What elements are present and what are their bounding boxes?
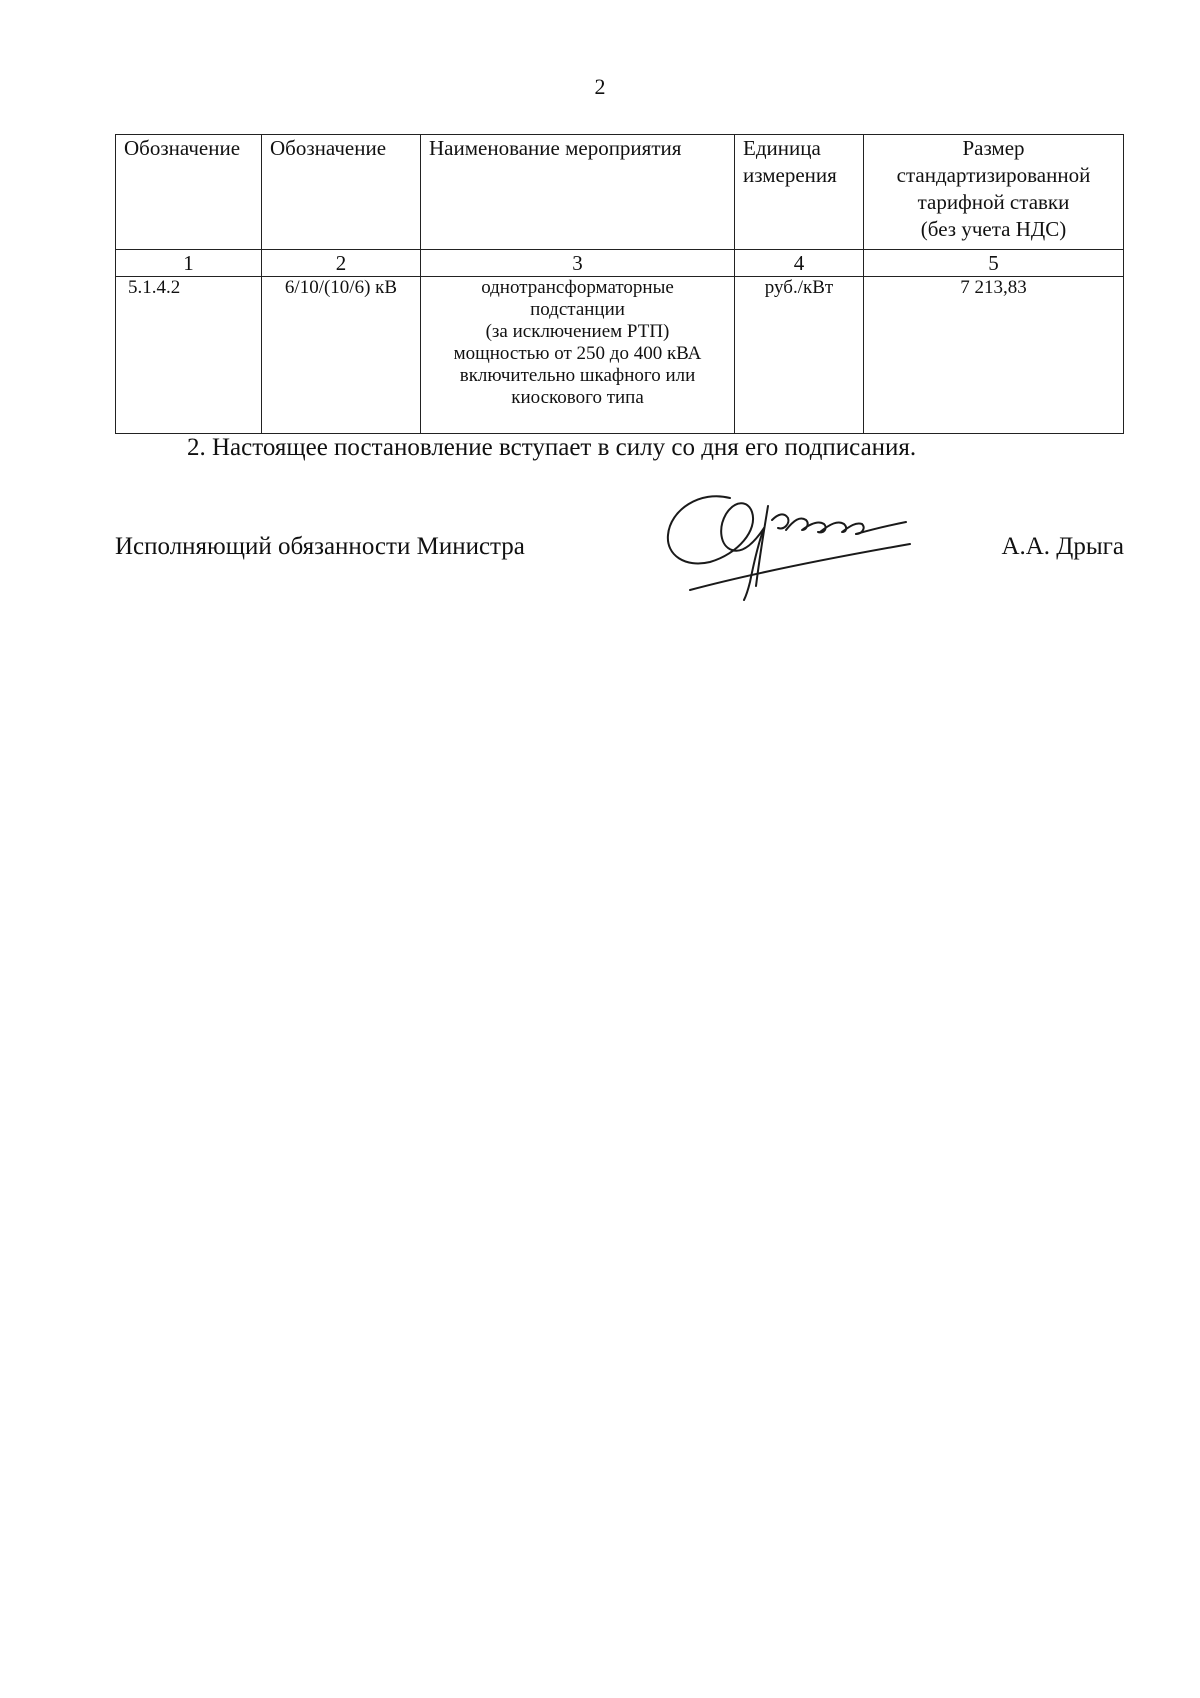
measure-name-line: мощностью от 250 до 400 кВА bbox=[453, 343, 702, 364]
column-number: 4 bbox=[735, 250, 864, 277]
header-rate-line: (без учета НДС) bbox=[920, 217, 1067, 241]
tariff-table bbox=[115, 134, 1124, 434]
signature-image bbox=[660, 490, 930, 605]
measure-name-line: подстанции bbox=[530, 299, 625, 320]
column-number-row bbox=[116, 250, 1124, 277]
header-designation-1: Обозначение bbox=[116, 135, 262, 250]
measure-name-line: (за исключением РТП) bbox=[485, 321, 670, 342]
measure-name-line: однотрансформаторные bbox=[481, 277, 674, 298]
header-unit-line: измерения bbox=[743, 163, 837, 187]
page-number: 2 bbox=[594, 74, 606, 99]
header-rate-line: стандартизированной bbox=[896, 163, 1091, 187]
header-rate-line: Размер bbox=[962, 136, 1025, 160]
column-number: 5 bbox=[864, 250, 1124, 277]
table-row bbox=[116, 277, 1124, 434]
header-designation-2: Обозначение bbox=[262, 135, 421, 250]
cell-voltage: 6/10/(10/6) кВ bbox=[262, 277, 421, 434]
signer-title: Исполняющий обязанности Министра bbox=[115, 533, 525, 560]
header-unit-line: Единица bbox=[743, 136, 821, 160]
signer-name: А.А. Дрыга bbox=[1001, 533, 1124, 560]
header-rate bbox=[864, 135, 1124, 250]
cell-measure-name bbox=[421, 277, 735, 434]
column-number: 3 bbox=[421, 250, 735, 277]
column-number: 2 bbox=[262, 250, 421, 277]
header-rate-line: тарифной ставки bbox=[917, 190, 1070, 214]
header-measure-name: Наименование мероприятия bbox=[421, 135, 735, 250]
cell-rate: 7 213,83 bbox=[864, 277, 1124, 434]
measure-name-line: киоскового типа bbox=[511, 387, 644, 408]
header-unit bbox=[735, 135, 864, 250]
cell-unit: руб./кВт bbox=[735, 277, 864, 434]
cell-code: 5.1.4.2 bbox=[116, 277, 262, 434]
measure-name-line: включительно шкафного или bbox=[459, 365, 696, 386]
clause-text: 2. Настоящее постановление вступает в силу со дня его подписания. bbox=[187, 434, 917, 461]
column-number: 1 bbox=[116, 250, 262, 277]
table-header-row bbox=[116, 135, 1124, 250]
